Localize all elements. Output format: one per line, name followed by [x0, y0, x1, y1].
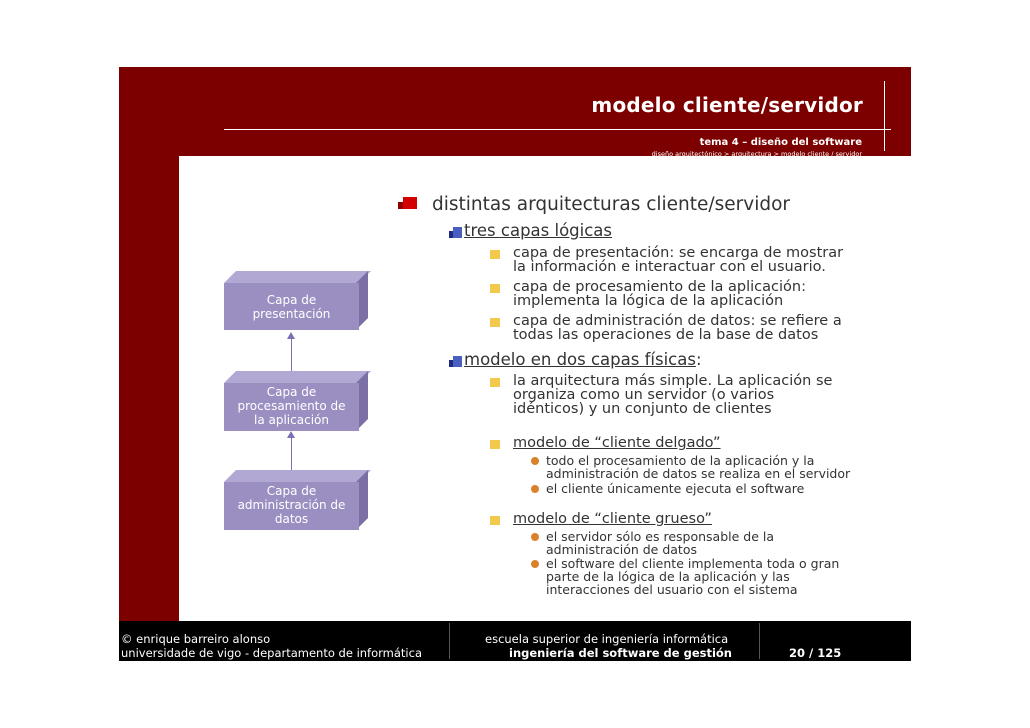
level2-bullet-icon: [453, 356, 462, 367]
list-item-line: la arquitectura más simple. La aplicación se: [513, 373, 833, 389]
footer-divider: [759, 623, 760, 659]
list-item-line: todo el procesamiento de la aplicación y la: [546, 453, 815, 468]
list-item: [513, 246, 843, 274]
list-item-line: capa de presentación: se encarga de mostrar: [513, 245, 844, 261]
section-title-physical-layers: [464, 350, 702, 369]
footer-author: © enrique barreiro alonso: [121, 632, 271, 646]
level3-bullet-icon: [490, 516, 500, 525]
box-label-line: la aplicación: [254, 413, 329, 427]
diagram-box-presentation: [224, 283, 359, 330]
list-item: [513, 314, 842, 342]
box-top-face: [224, 371, 371, 383]
list-item-line: administración de datos se realiza en el servidor: [546, 466, 851, 481]
left-decorative-strip: [119, 156, 179, 621]
level3-bullet-icon: [490, 440, 500, 449]
list-item: [513, 374, 832, 416]
level4-bullet-icon: [531, 485, 539, 493]
list-item: [546, 482, 804, 495]
slide: [119, 67, 911, 661]
diagram-box-data: [224, 482, 359, 530]
slide-header: [119, 67, 911, 156]
header-divider: [224, 129, 891, 130]
list-item-line: parte de la lógica de la aplicación y las: [546, 569, 790, 584]
list-item-line: el software del cliente implementa toda o gran: [546, 556, 840, 571]
list-item-line: idénticos) y un conjunto de clientes: [513, 401, 772, 417]
box-top-face: [224, 271, 371, 283]
page-number: 20 / 125: [789, 646, 842, 660]
level4-bullet-icon: [531, 560, 539, 568]
slide-title: modelo cliente/servidor: [591, 93, 863, 117]
level1-bullet-icon: [403, 197, 417, 209]
breadcrumb: diseño arquitectónico > arquitectura > modelo cliente / servidor: [651, 150, 862, 158]
box-label-line: presentación: [252, 307, 331, 321]
header-cross-vertical: [884, 81, 885, 151]
footer-university: universidade de vigo - departamento de informática: [121, 646, 422, 660]
level3-bullet-icon: [490, 378, 500, 387]
content-heading: distintas arquitecturas cliente/servidor: [432, 194, 791, 215]
level4-bullet-icon: [531, 533, 539, 541]
level3-bullet-icon: [490, 250, 500, 259]
list-item-line: todas las operaciones de la base de datos: [513, 327, 819, 343]
level3-bullet-icon: [490, 318, 500, 327]
box-label-line: Capa de: [266, 484, 317, 498]
section-title-logical-layers: tres capas lógicas: [464, 221, 613, 240]
list-item-line: implementa la lógica de la aplicación: [513, 293, 784, 309]
section-title-suffix: :: [695, 350, 702, 369]
list-item: [546, 454, 850, 480]
slide-footer: [119, 621, 911, 661]
box-label-line: datos: [274, 512, 309, 526]
level3-bullet-icon: [490, 284, 500, 293]
slide-subtitle: tema 4 – diseño del software: [699, 137, 862, 148]
box-label-line: procesamiento de: [237, 399, 346, 413]
box-label-line: administración de: [237, 498, 346, 512]
list-item: [546, 530, 774, 556]
box-top-face: [224, 470, 371, 482]
list-item-line: administración de datos: [546, 542, 697, 557]
footer-divider: [449, 623, 450, 659]
level4-bullet-icon: [531, 457, 539, 465]
list-item-line: el servidor sólo es responsable de la: [546, 529, 775, 544]
diagram-box-processing: [224, 383, 359, 431]
list-item-line: la información e interactuar con el usuario.: [513, 259, 826, 275]
box-label-line: Capa de: [266, 293, 317, 307]
list-item: [546, 557, 839, 596]
box-label-line: Capa de: [266, 385, 317, 399]
thin-client-title: modelo de “cliente delgado”: [513, 435, 721, 451]
section-title-text: modelo en dos capas físicas: [464, 350, 696, 369]
list-item-line: capa de procesamiento de la aplicación:: [513, 279, 806, 295]
list-item: [513, 280, 806, 308]
level2-bullet-icon: [453, 227, 462, 238]
list-item-line: interacciones del usuario con el sistema: [546, 582, 798, 597]
list-item-line: capa de administración de datos: se refiere a: [513, 313, 842, 329]
list-item-line: organiza como un servidor (o varios: [513, 387, 775, 403]
thick-client-title: modelo de “cliente grueso”: [513, 511, 712, 527]
list-item-line: el cliente únicamente ejecuta el software: [546, 481, 805, 496]
footer-school: escuela superior de ingeniería informática: [485, 632, 729, 646]
footer-course: ingeniería del software de gestión: [509, 646, 732, 660]
